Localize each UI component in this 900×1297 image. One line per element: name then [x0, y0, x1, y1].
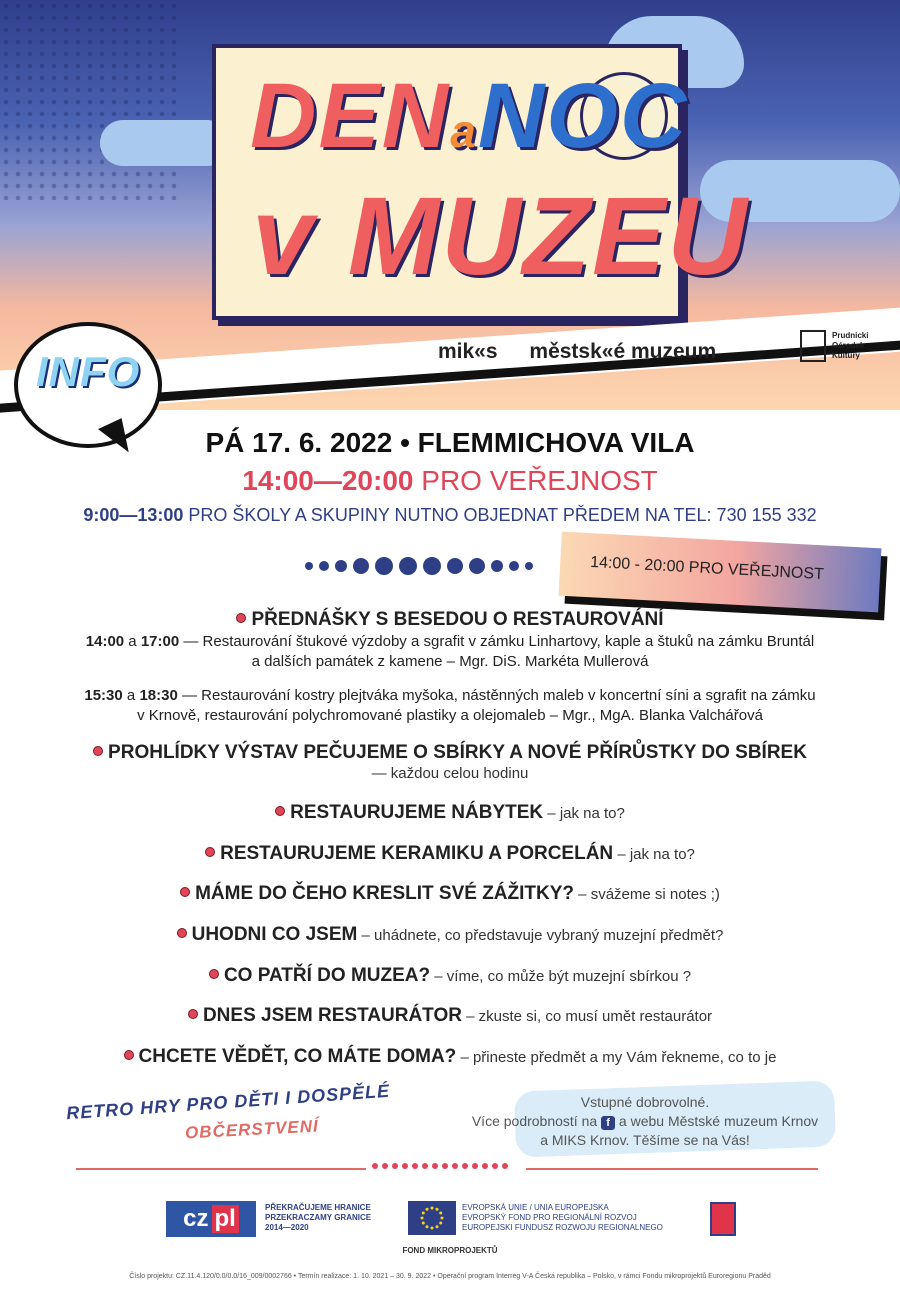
miks-logo: mik«s	[438, 340, 498, 363]
dot-divider	[305, 557, 533, 575]
bullet-icon	[275, 806, 285, 816]
fund-label: FOND MIKROPROJEKTŮ	[402, 1246, 498, 1255]
program-item: CHCETE VĚDĚT, CO MÁTE DOMA? – přineste předmět a my Vám řekneme, co to je	[0, 1046, 900, 1068]
czpl-text: PŘEKRAČUJEME HRANICE PRZEKRACZAMY GRANICE 2014—2020	[265, 1203, 372, 1232]
pok-logo: Prudnicki Ośrodek Kultury	[800, 330, 880, 362]
footer-divider-left	[76, 1168, 366, 1170]
retro-games-note: RETRO HRY PRO DĚTI I DOSPĚLÉ	[65, 1080, 391, 1124]
program-item: RESTAURUJEME NÁBYTEK – jak na to?	[0, 802, 900, 824]
school-hours: 9:00—13:00 PRO ŠKOLY A SKUPINY NUTNO OBJEDNAT PŘEDEM NA TEL: 730 155 332	[83, 505, 817, 525]
tours-heading: PROHLÍDKY VÝSTAV PEČUJEME O SBÍRKY A NOVÉ PŘÍRŮSTKY DO SBÍREK	[0, 742, 900, 764]
facebook-icon[interactable]: f	[601, 1116, 615, 1130]
entry-info: Vstupné dobrovolné. Více podrobností na f a webu Městské muzeum Krnov a MIKS Krnov. Těšíme se na Vás!	[471, 1094, 819, 1148]
footer-dots	[372, 1163, 508, 1169]
bullet-icon	[205, 847, 215, 857]
bullet-icon	[124, 1050, 134, 1060]
tours-sub: — každou celou hodinu	[371, 765, 529, 782]
bullet-icon	[236, 613, 246, 623]
info-label: INFO	[36, 348, 141, 395]
museum-logo: městsk«é muzeum	[529, 340, 717, 363]
program-item: CO PATŘÍ DO MUZEA? – víme, co může být muzejní sbírkou ?	[0, 965, 900, 987]
eu-flag-icon	[408, 1201, 456, 1235]
title-line-2: v MUZEU	[252, 175, 749, 298]
fine-print: Číslo projektu: CZ.11.4.120/0.0/0.0/16_009/0002766 • Termín realizace: 1. 10. 2021 – 30. 9. 2022 • Operační program Interreg V-A Česká republika – Polsko, v rámci Fondu mikroprojektů Euroregionu Praděd	[129, 1273, 771, 1280]
program-item: DNES JSEM RESTAURÁTOR – zkuste si, co musí umět restaurátor	[0, 1005, 900, 1027]
public-banner-text: 14:00 - 20:00 PRO VEŘEJNOST	[589, 553, 825, 584]
footer-divider-right	[526, 1168, 818, 1170]
partner-logos	[438, 340, 742, 364]
program-item: MÁME DO ČEHO KRESLIT SVÉ ZÁŽITKY? – svážeme si notes ;)	[0, 883, 900, 905]
title-line-1: DENaNOC	[250, 65, 689, 167]
region-shield-icon	[710, 1202, 736, 1236]
bullet-icon	[177, 928, 187, 938]
program-item: UHODNI CO JSEM – uhádnete, co představuje vybraný muzejní předmět?	[0, 924, 900, 946]
lectures-heading: PŘEDNÁŠKY S BESEDOU O RESTAUROVÁNÍ	[0, 609, 900, 631]
halftone-dots	[0, 0, 180, 200]
public-hours: 14:00—20:00 PRO VEŘEJNOST	[242, 465, 658, 496]
lecture-2: 15:30 a 18:30 — Restaurování kostry plejtváka myšoka, nástěnných maleb v koncertní síni a sgrafit na zámku v Krnově, restaurování polychromované plastiky a olejomaleb – Mgr., MgA. Blanka Valchářová	[84, 687, 816, 724]
cloud	[100, 120, 230, 166]
bullet-icon	[180, 887, 190, 897]
refreshments-note: OBČERSTVENÍ	[184, 1116, 320, 1143]
date-place: PÁ 17. 6. 2022 • FLEMMICHOVA VILA	[205, 427, 695, 458]
lecture-1: 14:00 a 17:00 — Restaurování štukové výzdoby a sgrafit v zámku Linhartovy, kaple a štuků na zámku Bruntál a dalších památek z kamene – Mgr. DiS. Markéta Mullerová	[85, 633, 815, 670]
czpl-logo: cz pl	[166, 1201, 256, 1237]
castle-icon	[800, 330, 826, 362]
bullet-icon	[188, 1009, 198, 1019]
program-item: RESTAURUJEME KERAMIKU A PORCELÁN – jak na to?	[0, 843, 900, 865]
bullet-icon	[209, 969, 219, 979]
eu-text: EVROPSKÁ UNIE / UNIA EUROPEJSKA EVROPSKÝ FOND PRO REGIONÁLNÍ ROZVOJ EUROPEJSKI FUNDUSZ ROZWOJU REGIONALNEGO	[462, 1203, 663, 1232]
bullet-icon	[93, 746, 103, 756]
